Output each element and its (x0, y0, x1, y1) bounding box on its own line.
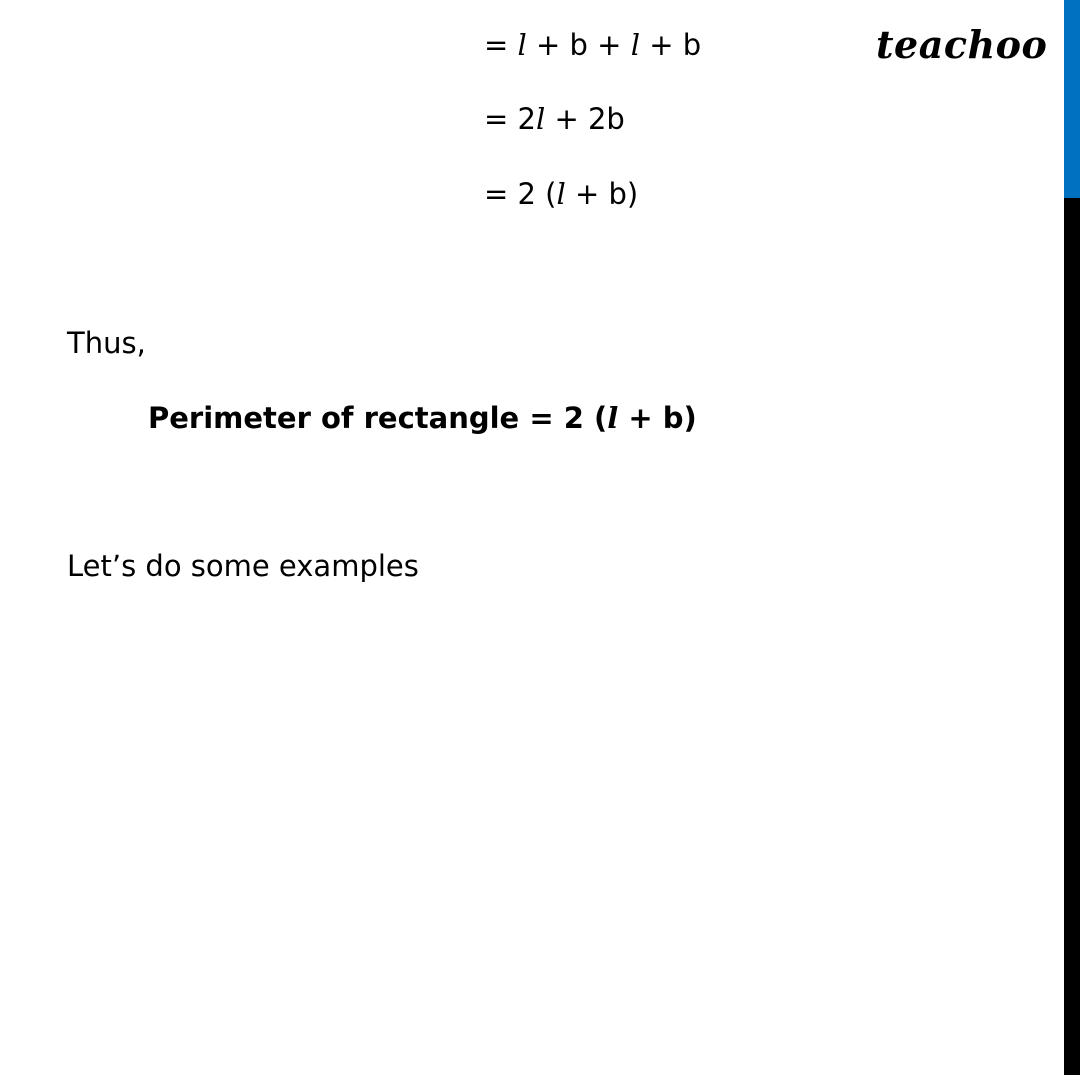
length-variable: l (517, 28, 527, 62)
derivation-line-2: = 2l + 2b (484, 102, 625, 136)
progress-sidebar (1064, 0, 1080, 1080)
derivation-line-3: = 2 (l + b) (484, 177, 639, 211)
sidebar-black-segment (1064, 198, 1080, 1075)
conclusion-intro: Thus, (67, 326, 146, 360)
closing-text: Let’s do some examples (67, 549, 419, 583)
sidebar-blue-segment (1064, 0, 1080, 198)
length-variable: l (630, 28, 640, 62)
teachoo-logo: teachoo (876, 22, 1048, 67)
derivation-line-1: = l + b + l + b (484, 28, 702, 62)
length-variable: l (535, 102, 546, 136)
length-variable: l (556, 177, 566, 211)
perimeter-formula: Perimeter of rectangle = 2 (l + b) (148, 401, 697, 435)
length-variable: l (607, 401, 619, 435)
